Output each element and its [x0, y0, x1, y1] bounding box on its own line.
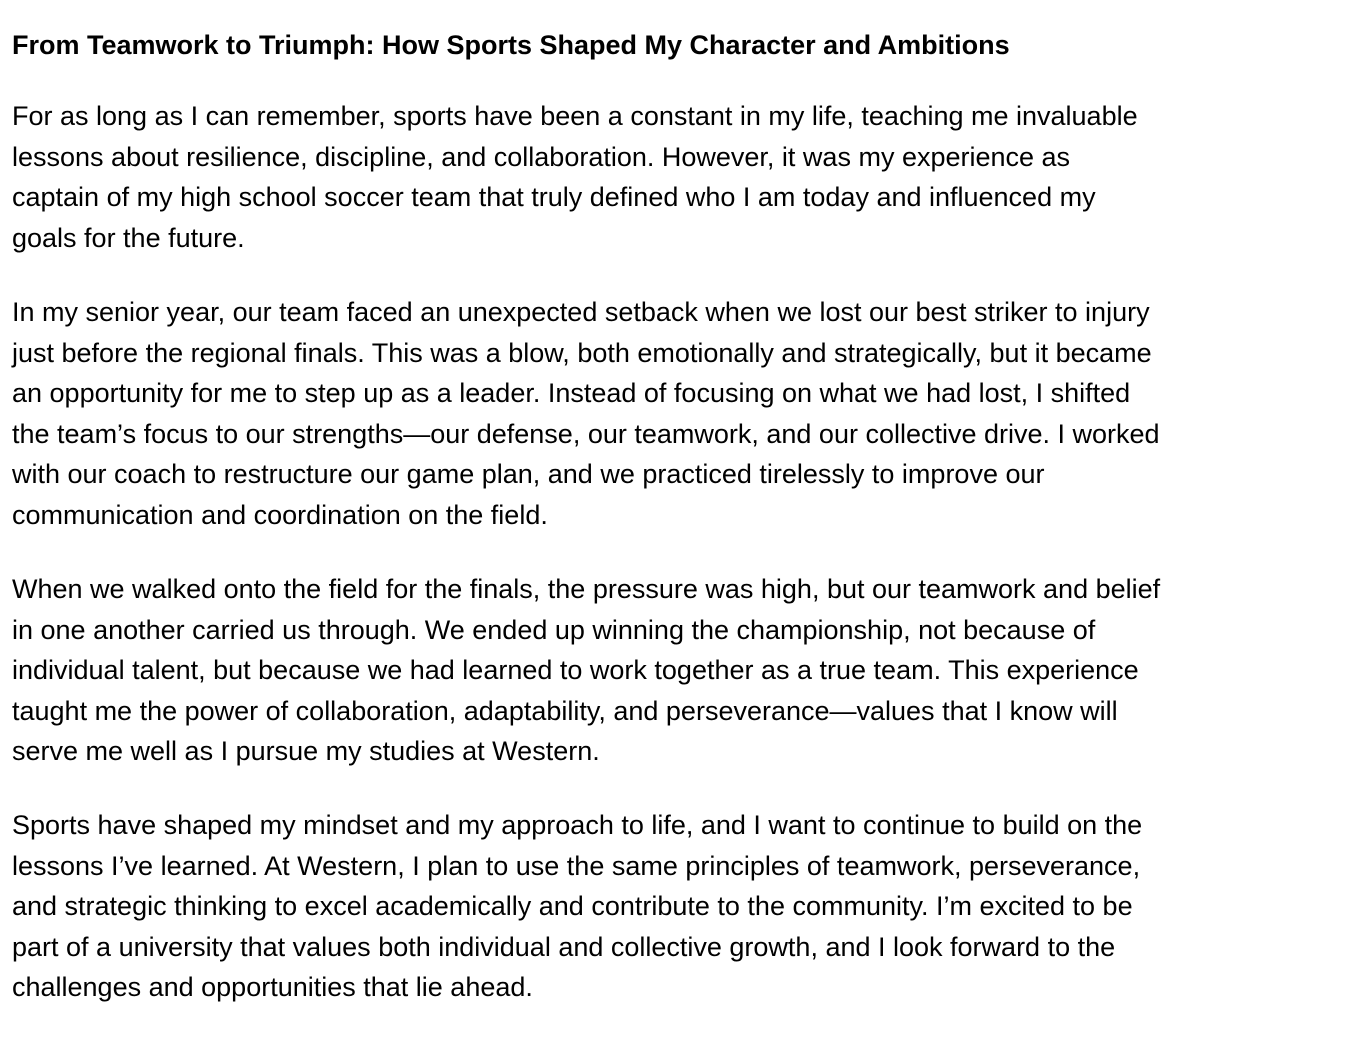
paragraph-line: communication and coordination on the field.: [12, 499, 548, 530]
paragraph-2: [12, 292, 1332, 535]
paragraph-line: lessons I’ve learned. At Western, I plan to use the same principles of teamwork, perseverance,: [12, 850, 1141, 881]
paragraph-1: [12, 96, 1332, 258]
paragraph-3: [12, 569, 1332, 772]
paragraph-line: serve me well as I pursue my studies at Western.: [12, 736, 600, 766]
paragraph-line: taught me the power of collaboration, adaptability, and perseverance—values that I know will: [12, 695, 1118, 726]
paragraph-line: the team’s focus to our strengths—our defense, our teamwork, and our collective drive. I worked: [12, 418, 1160, 449]
paragraph-line: just before the regional finals. This was a blow, both emotionally and strategically, but it became: [12, 337, 1152, 368]
paragraph-line: and strategic thinking to excel academically and contribute to the community. I’m excited to be: [12, 891, 1133, 921]
paragraph-line: part of a university that values both individual and collective growth, and I look forward to the: [12, 931, 1116, 962]
paragraph-line: challenges and opportunities that lie ahead.: [12, 972, 533, 1002]
paragraph-line: Sports have shaped my mindset and my approach to life, and I want to continue to build on the: [12, 810, 1143, 840]
document-title: From Teamwork to Triumph: How Sports Shaped My Character and Ambitions: [12, 30, 1010, 60]
paragraph-line: lessons about resilience, discipline, and collaboration. However, it was my experience as: [12, 141, 1071, 172]
paragraph-line: with our coach to restructure our game plan, and we practiced tirelessly to improve our: [12, 459, 1045, 489]
paragraph-line: When we walked onto the field for the finals, the pressure was high, but our teamwork and belief: [12, 574, 1161, 604]
paragraph-line: individual talent, but because we had learned to work together as a true team. This experience: [12, 655, 1139, 685]
paragraph-line: For as long as I can remember, sports have been a constant in my life, teaching me invaluable: [12, 101, 1138, 131]
paragraph-line: in one another carried us through. We ended up winning the championship, not because of: [12, 614, 1096, 645]
paragraph-4: [12, 805, 1332, 1008]
paragraph-line: goals for the future.: [12, 222, 245, 253]
paragraph-line: In my senior year, our team faced an unexpected setback when we lost our best striker to injury: [12, 297, 1150, 327]
paragraph-line: captain of my high school soccer team that truly defined who I am today and influenced my: [12, 182, 1096, 212]
paragraph-line: an opportunity for me to step up as a leader. Instead of focusing on what we had lost, I shifted: [12, 378, 1131, 408]
